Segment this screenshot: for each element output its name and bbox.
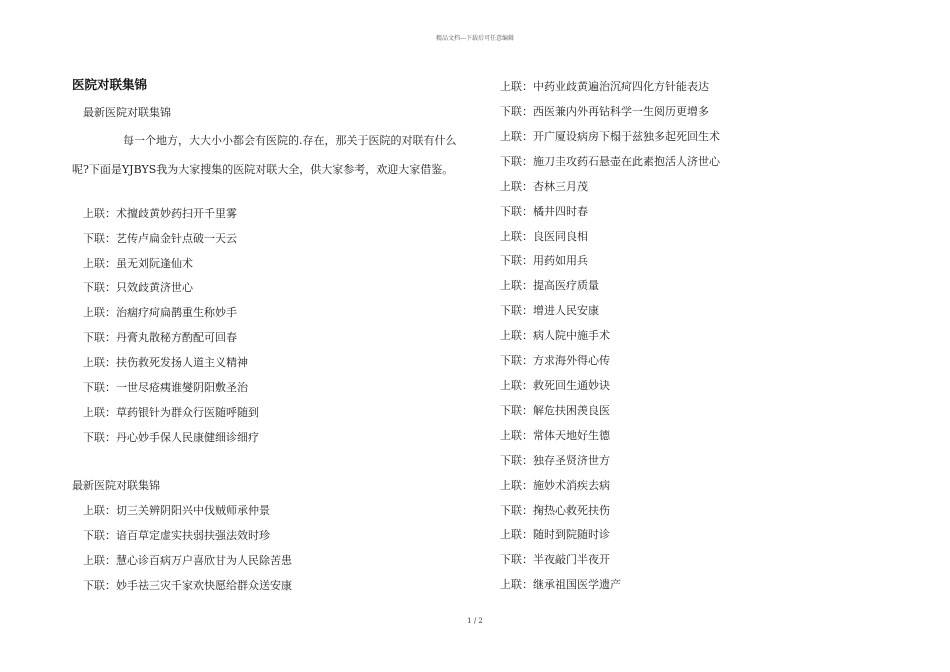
couplet-line: 下联：丹膏丸散秘方酌配可回春 (83, 331, 237, 344)
couplet-line: 上联：虽无刘阮逢仙术 (83, 257, 193, 270)
couplet-line: 下联：艺传卢扁金针点破一天云 (83, 232, 237, 245)
couplet-line: 下联：用药如用兵 (500, 254, 588, 267)
couplet-line: 上联：施妙术消疾去病 (500, 479, 610, 492)
couplet-line: 下联：半夜敲门半夜开 (500, 553, 610, 566)
intro-paragraph: 每一个地方，大大小小都会有医院的.存在，那关于医院的对联有什么呢?下面是YJBYS我为大家搜集的医院对联大全，供大家参考，欢迎大家借鉴。 (72, 134, 457, 176)
couplet-line: 上联：提高医疗质量 (500, 279, 599, 292)
couplet-line: 上联：随时到院随时诊 (500, 528, 610, 541)
couplet-line: 下联：增进人民安康 (500, 304, 599, 317)
couplet-line: 上联：慧心诊百病万户喜欣甘为人民除苦患 (83, 554, 292, 567)
page-number: 1 / 2 (467, 617, 483, 625)
couplet-line: 上联：病人院中施手术 (500, 329, 610, 342)
section-title: 最新医院对联集锦 (72, 479, 160, 492)
couplet-line: 下联：独存圣贤济世方 (500, 454, 610, 467)
couplet-line: 下联：掬热心救死扶伤 (500, 504, 610, 517)
couplet-line: 上联：扶伤救死发扬人道主义精神 (83, 356, 248, 369)
couplet-line: 上联：继承祖国医学遗产 (500, 578, 621, 591)
couplet-line: 下联：方求海外得心传 (500, 354, 610, 367)
couplet-line: 上联：开广厦设病房下榻于兹独多起死回生术 (500, 130, 720, 143)
couplet-line: 下联：西医兼内外再钻科学一生阅历更增多 (500, 105, 709, 118)
document-title: 医院对联集锦 (72, 77, 148, 92)
couplet-line: 上联：救死回生通妙诀 (500, 379, 610, 392)
subtitle: 最新医院对联集锦 (83, 106, 171, 119)
couplet-line: 下联：施刀圭攻药石悬壶在此素抱活人济世心 (500, 155, 720, 168)
couplet-line: 上联：术擅歧黄妙药扫开千里雾 (83, 207, 237, 220)
couplet-line: 下联：一世尽疮痍谁燮阴阳敷圣治 (83, 381, 248, 394)
couplet-line: 上联：杏林三月茂 (500, 180, 588, 193)
couplet-line: 下联：只效歧黄济世心 (83, 281, 193, 294)
couplet-line: 下联：谙百草定虚实扶弱扶强法效时珍 (83, 529, 270, 542)
couplet-line: 上联：中药业歧黄遍治沉疴四化方针能表达 (500, 80, 709, 93)
couplet-line: 上联：良医同良相 (500, 230, 588, 243)
couplet-line: 上联：治痼疗疴扁鹊重生称妙手 (83, 306, 237, 319)
couplet-line: 下联：橘井四时春 (500, 205, 588, 218)
couplet-line: 下联：丹心妙手保人民康健细诊细疗 (83, 431, 259, 444)
couplet-line: 上联：常体天地好生德 (500, 429, 610, 442)
couplet-line: 下联：解危扶困羡良医 (500, 404, 610, 417)
page-header: 精品文档---下载后可任意编辑 (435, 35, 515, 42)
couplet-line: 下联：妙手祛三灾千家欢快愿给群众送安康 (83, 579, 292, 592)
couplet-line: 上联：草药银针为群众行医随呼随到 (83, 406, 259, 419)
couplet-line: 上联：切三关辨阴阳兴中伐贼师承仲景 (83, 504, 270, 517)
